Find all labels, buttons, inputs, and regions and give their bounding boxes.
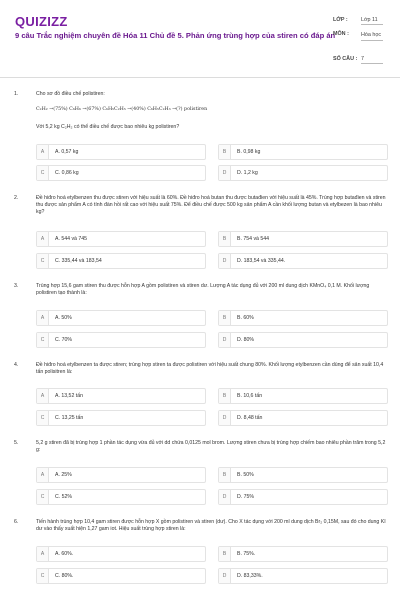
option-letter: B <box>219 232 231 246</box>
option-text: B. 60% <box>237 315 254 321</box>
option-b[interactable] <box>218 467 388 483</box>
option-text: A. 544 và 745 <box>55 236 88 242</box>
option-a[interactable] <box>36 231 206 247</box>
count-meta <box>333 56 364 62</box>
subject-label: MÔN : <box>333 31 349 37</box>
quizizz-logo: QUIZIZZ <box>15 14 68 29</box>
option-b[interactable] <box>218 388 388 404</box>
question-1 <box>14 91 386 186</box>
question-3 <box>14 283 386 353</box>
option-text: D. 1,2 kg <box>237 170 258 176</box>
option-text: C. 70% <box>55 337 73 343</box>
option-letter: D <box>219 411 231 425</box>
option-a[interactable] <box>36 310 206 326</box>
option-c[interactable] <box>36 165 206 181</box>
option-d[interactable] <box>218 253 388 269</box>
question-text: Đề hiđro hoá etylbenzen ta được stiren; trùng hợp stiren ta được polistiren với hiệu suất chung 80%. Khối lượng etylbenzen cần dùng để sản xuất 10,4 tấn polisitren là: <box>36 362 384 375</box>
option-letter: A <box>37 547 49 561</box>
question-text: Tiến hành trùng hợp 10,4 gam stiren được hỗn hợp X gồm polistiren và stiren (dư). Cho X tác dụng với 200 ml dung dịch Br₂ 0,15M, sau đó cho dung KI dư vào thấy xuất hiện 1,27 gam iot. Hiệu suất trùng hợp stiren là: <box>36 519 386 532</box>
option-text: D. 8,48 tấn <box>237 415 263 421</box>
option-a[interactable] <box>36 467 206 483</box>
option-text: A. 13,52 tấn <box>55 393 83 399</box>
option-text: D. 75% <box>237 494 255 500</box>
option-c[interactable] <box>36 489 206 505</box>
question-number: 1. <box>14 91 19 97</box>
option-d[interactable] <box>218 332 388 348</box>
option-text: A. 0,57 kg <box>55 149 79 155</box>
option-text: B. 75%. <box>237 551 256 557</box>
question-number: 6. <box>14 519 19 525</box>
question-text: Trùng hợp 15,6 gam stiren thu được hỗn hợp A gồm polistiren và stiren dư. Lượng A tác dụng đủ với 200 ml dung dịch KMnO₄ 0,1 M. Khối lượng polistiren tạo thành là: <box>36 283 370 296</box>
option-letter: D <box>219 254 231 268</box>
option-b[interactable] <box>218 546 388 562</box>
class-value: Lớp 11 <box>361 17 383 25</box>
option-letter: C <box>37 411 49 425</box>
option-c[interactable] <box>36 253 206 269</box>
option-a[interactable] <box>36 546 206 562</box>
option-d[interactable] <box>218 568 388 584</box>
option-b[interactable] <box>218 310 388 326</box>
option-letter: C <box>37 490 49 504</box>
count-value: 7 <box>361 56 383 64</box>
option-text: B. 50% <box>237 472 254 478</box>
option-text: B. 0,98 kg <box>237 149 261 155</box>
option-c[interactable] <box>36 410 206 426</box>
option-letter: A <box>37 311 49 325</box>
option-letter: C <box>37 254 49 268</box>
option-letter: C <box>37 333 49 347</box>
question-number: 2. <box>14 195 19 201</box>
worksheet-title: 9 câu Trắc nghiệm chuyên đề Hóa 11 Chủ đề 5. Phản ứng trùng hợp của stiren có đáp án <box>15 31 336 40</box>
question-number: 3. <box>14 283 19 289</box>
option-text: B. 754 và 544 <box>237 236 270 242</box>
option-letter: B <box>219 389 231 403</box>
option-letter: B <box>219 547 231 561</box>
option-text: A. 60%. <box>55 551 74 557</box>
option-letter: A <box>37 468 49 482</box>
class-meta <box>333 17 378 23</box>
option-b[interactable] <box>218 231 388 247</box>
option-letter: D <box>219 166 231 180</box>
header-divider <box>0 77 400 78</box>
question-text: 5,2 g stiren đã bị trùng hợp 1 phần tác dụng vừa đủ với dd chứa 0,0125 mol brom. Lượng stiren chưa bị trùng hợp chiếm bao nhiêu phần trăm trong 5,2 g: <box>36 440 386 453</box>
synthesis-scheme: C₂H₂ →(75%) C₆H₆ →(67%) C₆H₅C₂H₅ →(40%) C₆H₅C₂H₃ →(?) polistiren <box>36 107 208 112</box>
option-text: C. 335,44 và 183,54 <box>55 258 102 264</box>
count-label: SỐ CÂU : <box>333 56 358 62</box>
class-label: LỚP : <box>333 17 348 23</box>
option-c[interactable] <box>36 568 206 584</box>
option-letter: B <box>219 145 231 159</box>
question-number: 4. <box>14 362 19 368</box>
option-text: C. 52% <box>55 494 73 500</box>
option-letter: B <box>219 468 231 482</box>
option-letter: D <box>219 569 231 583</box>
option-a[interactable] <box>36 144 206 160</box>
question-number: 5. <box>14 440 19 446</box>
option-text: D. 183,54 và 335,44. <box>237 258 286 264</box>
option-letter: A <box>37 232 49 246</box>
option-d[interactable] <box>218 489 388 505</box>
option-text: A. 25% <box>55 472 72 478</box>
option-c[interactable] <box>36 332 206 348</box>
question-text: Đề hiđro hoá etylbenzen thu được stiren với hiệu suất là 60%. Đề hiđro hoá butan thu được butađien với hiệu suất là 45%. Trùng hợp butađien và stiren thu được sản phẩm A có tính đàn hồi rất cao với hiệu suất 75%. Để điều chế được 500 kg sản phẩm A cần khối lượng butan và etylbezen là bao nhiêu kg? <box>36 195 386 215</box>
worksheet-header <box>0 0 400 72</box>
option-letter: D <box>219 490 231 504</box>
question-text: Cho sơ đồ điều chế polistiren: <box>36 91 105 97</box>
option-letter: B <box>219 311 231 325</box>
option-text: D. 83,33%. <box>237 573 263 579</box>
question-text-2: Với 5,2 kg C₂H₂ có thể điều chế được bao nhiêu kg polistiren? <box>36 124 180 130</box>
question-6 <box>14 519 386 589</box>
question-2 <box>14 195 386 275</box>
option-letter: D <box>219 333 231 347</box>
option-a[interactable] <box>36 388 206 404</box>
option-b[interactable] <box>218 144 388 160</box>
option-text: B. 10,6 tấn <box>237 393 263 399</box>
option-letter: C <box>37 569 49 583</box>
subject-meta <box>333 31 382 38</box>
option-text: C. 13,25 tấn <box>55 415 84 421</box>
option-text: C. 80%. <box>55 573 74 579</box>
option-letter: A <box>37 145 49 159</box>
option-letter: A <box>37 389 49 403</box>
option-letter: C <box>37 166 49 180</box>
option-text: D. 80% <box>237 337 255 343</box>
option-d[interactable] <box>218 165 388 181</box>
subject-value: Hóa học <box>361 31 383 41</box>
option-text: C. 0,86 kg <box>55 170 79 176</box>
option-text: A. 50% <box>55 315 72 321</box>
question-4 <box>14 362 386 432</box>
option-d[interactable] <box>218 410 388 426</box>
question-5 <box>14 440 386 510</box>
